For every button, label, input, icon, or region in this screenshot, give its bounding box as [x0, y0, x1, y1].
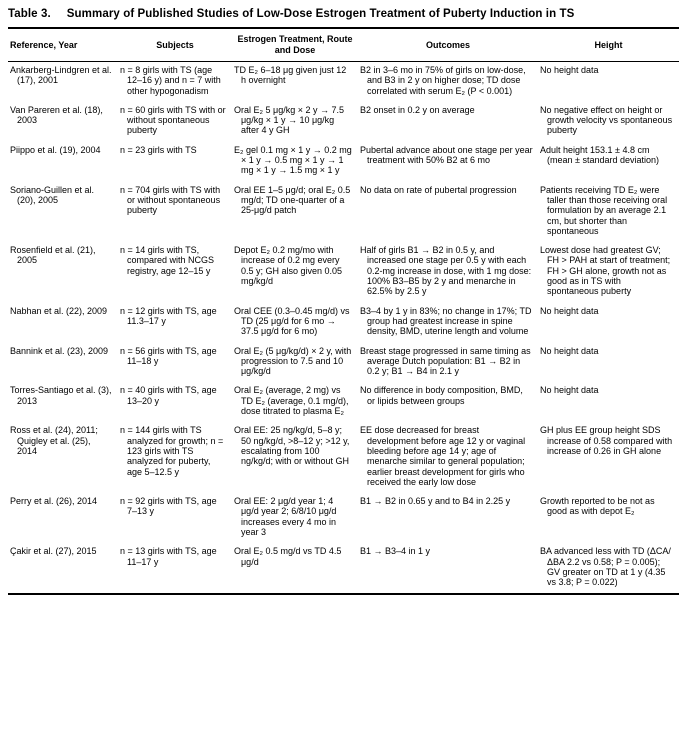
column-header-height: Height	[538, 28, 679, 62]
cell-height	[538, 543, 679, 594]
cell-reference	[8, 422, 118, 493]
outcomes-text: B2 onset in 0.2 y on average	[360, 104, 475, 115]
cell-outcomes	[358, 543, 538, 594]
reference-text: Van Pareren et al. (18), 2003	[10, 104, 103, 126]
cell-subjects	[118, 422, 232, 493]
cell-treatment	[232, 62, 358, 102]
subjects-text: n = 144 girls with TS analyzed for growth; n = 123 girls with TS analyzed for puberty, age 5–12.5 y	[120, 425, 224, 477]
cell-outcomes	[358, 493, 538, 543]
reference-text: Ankarberg-Lindgren et al. (17), 2001	[10, 65, 112, 86]
cell-outcomes	[358, 142, 538, 182]
table-header-row	[8, 28, 679, 62]
cell-subjects	[118, 303, 232, 343]
cell-subjects	[118, 242, 232, 302]
cell-height	[538, 343, 679, 383]
cell-height	[538, 62, 679, 102]
treatment-text: E₂ gel 0.1 mg × 1 y → 0.2 mg × 1 y → 0.5 mg × 1 y → 1 mg × 1 y → 1.5 mg × 1 y	[234, 144, 352, 176]
subjects-text: n = 12 girls with TS, age 11.3–17 y	[120, 305, 217, 326]
treatment-text: Oral E₂ (5 μg/kg/d) × 2 y, with progression to 7.5 and 10 μg/kg/d	[234, 345, 352, 377]
height-text: No negative effect on height or growth velocity vs spontaneous puberty	[540, 104, 673, 136]
outcomes-text: B1 → B2 in 0.65 y and to B4 in 2.25 y	[360, 496, 511, 507]
cell-reference	[8, 142, 118, 182]
subjects-text: n = 40 girls with TS, age 13–20 y	[120, 385, 217, 406]
treatment-text: Oral EE: 25 ng/kg/d, 5–8 y; 50 ng/kg/d, >8–12 y; >12 y, escalating from 100 ng/kg/d; with or without GH	[234, 425, 350, 467]
cell-outcomes	[358, 343, 538, 383]
height-text: No height data	[540, 65, 599, 75]
cell-treatment	[232, 142, 358, 182]
cell-subjects	[118, 382, 232, 422]
cell-subjects	[118, 493, 232, 543]
subjects-text: n = 704 girls with TS with or without spontaneous puberty	[120, 184, 221, 216]
cell-outcomes	[358, 62, 538, 102]
table-row	[8, 62, 679, 102]
treatment-text: Oral EE 1–5 μg/d; oral E₂ 0.5 mg/d; TD one-quarter of a 25-μg/d patch	[234, 184, 351, 216]
cell-treatment	[232, 382, 358, 422]
subjects-text: n = 92 girls with TS, age 7–13 y	[120, 496, 217, 517]
subjects-text: n = 13 girls with TS, age 11–17 y	[120, 546, 217, 567]
outcomes-text: No difference in body composition, BMD, or lipids between groups	[360, 385, 523, 406]
cell-height	[538, 493, 679, 543]
outcomes-text: B1 → B3–4 in 1 y	[360, 546, 431, 557]
cell-height	[538, 422, 679, 493]
cell-reference	[8, 303, 118, 343]
cell-treatment	[232, 182, 358, 242]
cell-treatment	[232, 422, 358, 493]
reference-text: Bannink et al. (23), 2009	[10, 345, 109, 356]
table-row	[8, 382, 679, 422]
cell-reference	[8, 62, 118, 102]
outcomes-text: EE dose decreased for breast development before age 12 y or vaginal bleeding before age 14 y; age of menarche similar to general population; earlier breast development for girls who received the early low dose	[360, 425, 526, 487]
height-text: No height data	[540, 305, 599, 316]
treatment-text: Oral EE: 2 μg/d year 1; 4 μg/d year 2; 6/8/10 μg/d increases every 4 mo in year 3	[234, 496, 337, 537]
cell-reference	[8, 102, 118, 142]
cell-outcomes	[358, 182, 538, 242]
table-caption	[8, 6, 679, 27]
cell-treatment	[232, 493, 358, 543]
cell-reference	[8, 343, 118, 383]
height-text: No height data	[540, 345, 599, 356]
cell-reference	[8, 543, 118, 594]
reference-text: Rosenfield et al. (21), 2005	[10, 245, 96, 266]
cell-treatment	[232, 242, 358, 302]
cell-reference	[8, 493, 118, 543]
height-text: Lowest dose had greatest GV; FH > PAH at start of treatment; FH > GH alone, growth not as good as in TS with spontaneous puberty	[540, 245, 671, 297]
height-text: Patients receiving TD E₂ were taller than those receiving oral formulation by an average 2.1 cm, but shorter than spontaneous	[540, 184, 668, 236]
table-row	[8, 543, 679, 594]
cell-subjects	[118, 102, 232, 142]
reference-text: Perry et al. (26), 2014	[10, 496, 98, 507]
height-text: Adult height 153.1 ± 4.8 cm (mean ± standard deviation)	[540, 144, 659, 166]
cell-subjects	[118, 142, 232, 182]
reference-text: Ross et al. (24), 2011; Quigley et al. (25), 2014	[10, 425, 98, 456]
subjects-text: n = 14 girls with TS, compared with NCGS registry, age 12–15 y	[120, 245, 215, 276]
outcomes-text: Pubertal advance about one stage per year treatment with 50% B2 at 6 mo	[360, 144, 533, 166]
cell-reference	[8, 182, 118, 242]
table-row	[8, 493, 679, 543]
treatment-text: Oral E₂ 5 μg/kg × 2 y → 7.5 μg/kg × 1 y → 10 μg/kg after 4 y GH	[234, 104, 344, 136]
cell-treatment	[232, 102, 358, 142]
cell-subjects	[118, 62, 232, 102]
cell-subjects	[118, 543, 232, 594]
cell-reference	[8, 382, 118, 422]
table-row	[8, 182, 679, 242]
column-header-subjects: Subjects	[118, 28, 232, 62]
table-row	[8, 242, 679, 302]
column-header-treatment: Estrogen Treatment, Route and Dose	[232, 28, 358, 62]
table-row	[8, 102, 679, 142]
cell-height	[538, 242, 679, 302]
table-number-label: Table 3.	[8, 8, 51, 20]
reference-text: Piippo et al. (19), 2004	[10, 144, 101, 155]
cell-treatment	[232, 303, 358, 343]
outcomes-text: B2 in 3–6 mo in 75% of girls on low-dose, and B3 in 2 y on higher dose; TD dose correlated with serum E₂ (P < 0.001)	[360, 65, 526, 96]
height-text: Growth reported to be not as good as with depot E₂	[540, 496, 655, 517]
treatment-text: Oral E₂ (average, 2 mg) vs TD E₂ (average, 0.1 mg/d), dose titrated to plasma E₂	[234, 385, 349, 417]
column-header-reference: Reference, Year	[8, 28, 118, 62]
outcomes-text: No data on rate of pubertal progression	[360, 184, 517, 195]
height-text: BA advanced less with TD (ΔCA/ΔBA 2.2 vs 0.58; P = 0.005); GV greater on TD at 1 y (4.35 vs 3.8; P = 0.022)	[540, 546, 671, 588]
cell-subjects	[118, 182, 232, 242]
cell-outcomes	[358, 422, 538, 493]
outcomes-text: Breast stage progressed in same timing as average Dutch population: B1 → B2 in 0.2 y; B1 → B4 in 2.1 y	[360, 345, 531, 377]
table-row	[8, 343, 679, 383]
subjects-text: n = 23 girls with TS	[120, 144, 197, 155]
reference-text: Çakir et al. (27), 2015	[10, 546, 97, 557]
subjects-text: n = 8 girls with TS (age 12–16 y) and n = 7 with other hypogonadism	[120, 65, 221, 96]
subjects-text: n = 56 girls with TS, age 11–18 y	[120, 345, 217, 366]
cell-height	[538, 102, 679, 142]
height-text: No height data	[540, 385, 599, 396]
cell-reference	[8, 242, 118, 302]
cell-height	[538, 303, 679, 343]
cell-outcomes	[358, 382, 538, 422]
cell-height	[538, 382, 679, 422]
treatment-text: Oral E₂ 0.5 mg/d vs TD 4.5 μg/d	[234, 546, 342, 567]
subjects-text: n = 60 girls with TS with or without spontaneous puberty	[120, 104, 226, 136]
cell-outcomes	[358, 242, 538, 302]
treatment-text: Depot E₂ 0.2 mg/mo with increase of 0.2 mg every 0.5 y; GH also given 0.05 mg/kg/d	[234, 245, 343, 287]
outcomes-text: B3–4 by 1 y in 83%; no change in 17%; TD group had greatest increase in spine density, BMD, uterine length and volume	[360, 305, 532, 337]
table-row	[8, 422, 679, 493]
table-row	[8, 142, 679, 182]
cell-height	[538, 182, 679, 242]
cell-subjects	[118, 343, 232, 383]
column-header-outcomes: Outcomes	[358, 28, 538, 62]
treatment-text: Oral CEE (0.3–0.45 mg/d) vs TD (25 μg/d for 6 mo → 37.5 μg/d for 6 mo)	[234, 305, 350, 337]
reference-text: Nabhan et al. (22), 2009	[10, 305, 108, 316]
reference-text: Soriano-Guillen et al. (20), 2005	[10, 184, 95, 205]
treatment-text: TD E₂ 6–18 μg given just 12 h overnight	[234, 65, 347, 86]
height-text: GH plus EE group height SDS increase of 0.58 compared with increase of 0.26 in GH alone	[540, 425, 673, 456]
cell-height	[538, 142, 679, 182]
table-title: Summary of Published Studies of Low-Dose Estrogen Treatment of Puberty Induction in TS	[66, 8, 575, 20]
reference-text: Torres-Santiago et al. (3), 2013	[10, 385, 112, 406]
studies-table	[8, 27, 679, 595]
cell-treatment	[232, 343, 358, 383]
cell-treatment	[232, 543, 358, 594]
table-row	[8, 303, 679, 343]
cell-outcomes	[358, 303, 538, 343]
cell-outcomes	[358, 102, 538, 142]
outcomes-text: Half of girls B1 → B2 in 0.5 y, and increased one stage per 0.5 y with each 0.2-mg increase in dose, with 1 mg dose: 100% B3–B5 by 2 y and menarche in 62.5% by 2.5 y	[360, 245, 532, 297]
